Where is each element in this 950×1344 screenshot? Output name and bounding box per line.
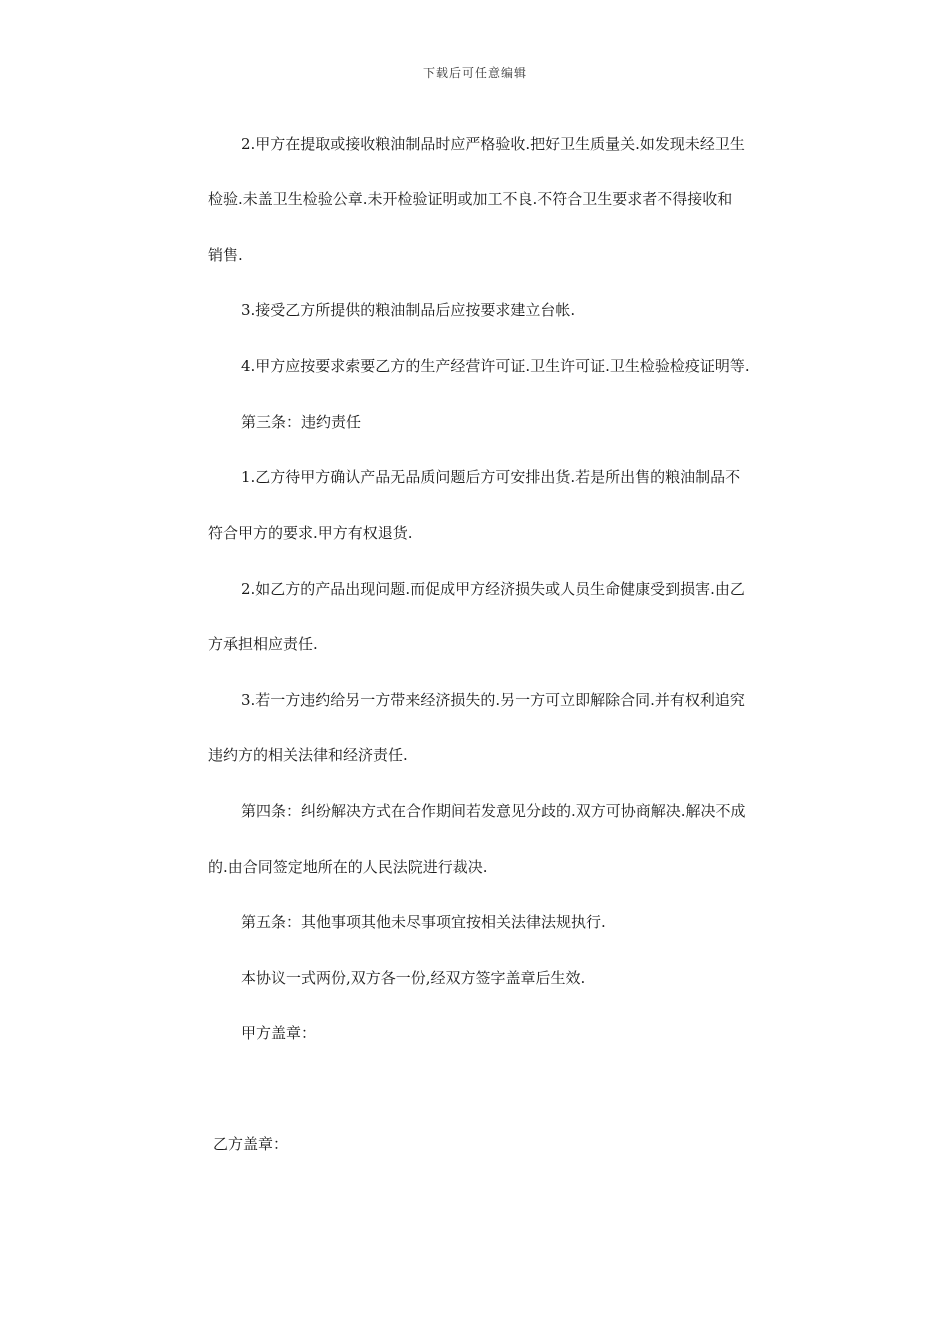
article-4-line-2: 的.由合同签定地所在的人民法院进行裁决.: [208, 858, 488, 876]
clause-3-1-line-2: 符合甲方的要求.甲方有权退货.: [208, 524, 413, 542]
clause-3-3-line-2: 违约方的相关法律和经济责任.: [208, 746, 408, 764]
clause-2-2-line-2: 检验.未盖卫生检验公章.未开检验证明或加工不良.不符合卫生要求者不得接收和: [208, 190, 733, 208]
clause-3-2-line-1: 2.如乙方的产品出现问题.而促成甲方经济损失或人员生命健康受到损害.由乙: [241, 580, 745, 598]
clause-2-4: 4.甲方应按要求索要乙方的生产经营许可证.卫生许可证.卫生检验检疫证明等.: [241, 357, 750, 375]
clause-2-2-line-1: 2.甲方在提取或接收粮油制品时应严格验收.把好卫生质量关.如发现未经卫生: [241, 135, 745, 153]
clause-2-2-line-3: 销售.: [208, 246, 243, 264]
page-header: 下载后可任意编辑: [422, 66, 527, 80]
party-b-seal-label: 乙方盖章：: [213, 1135, 289, 1153]
clause-3-1-line-1: 1.乙方待甲方确认产品无品质问题后方可安排出货.若是所出售的粮油制品不: [241, 468, 741, 486]
clause-3-3-line-1: 3.若一方违约给另一方带来经济损失的.另一方可立即解除合同.并有权利追究: [241, 691, 745, 709]
effective-clause: 本协议一式两份,双方各一份,经双方签字盖章后生效.: [241, 969, 586, 987]
party-a-seal-label: 甲方盖章：: [241, 1024, 317, 1042]
clause-2-3: 3.接受乙方所提供的粮油制品后应按要求建立台帐.: [241, 301, 576, 319]
article-3-heading: 第三条：违约责任: [241, 413, 362, 431]
article-5: 第五条：其他事项其他未尽事项宜按相关法律法规执行.: [241, 913, 606, 931]
article-4-line-1: 第四条：纠纷解决方式在合作期间若发意见分歧的.双方可协商解决.解决不成: [241, 802, 746, 820]
clause-3-2-line-2: 方承担相应责任.: [208, 635, 318, 653]
